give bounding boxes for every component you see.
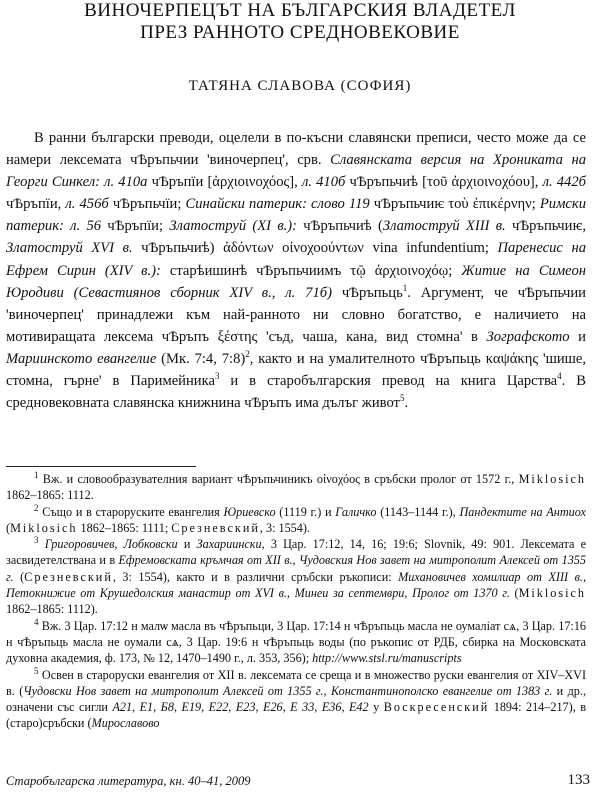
footnote-separator bbox=[6, 466, 196, 467]
footnotes bbox=[6, 471, 586, 732]
footnote-2: $^2$ Също и в староруските евангелия Юриевско (1119 г.) и Галичко (1143–1144 г.), Пандектите на Антиох (Miklosich 1862–1865: 1111; Срезневский, 3: 1554). bbox=[6, 502, 586, 535]
footnote-1: $^1$ Вж. и словообразувателния вариант чѢръпьчиникъ οἰνοχόος в сръбски пролог от 1572 г., Miklosich 1862–1865: 1112. bbox=[6, 469, 587, 503]
footnote-ref-5[interactable]: 5 bbox=[399, 393, 405, 404]
footnote-ref-4[interactable]: 4 bbox=[557, 371, 562, 382]
page-number: 133 bbox=[567, 772, 590, 788]
manuscripts-link[interactable]: http://www.stsl.ru/manuscripts bbox=[312, 651, 462, 666]
footnote-5: $^5$ Освен в староруски евангелия от XII в. лексемата се среща и в множество руски евангелия от XIV–XVI в. (Чудовски Нов завет на митрополит Алексей от 1355 г., Константинополско евангелие от 1383 г. и др., означени със сигли А21, Е1, Б8, Е19, Е22, Е23, Е26, Е 33, Е36, Е42 у Воскресенский 1894: 214–217), в (старо)сръбски (Мирославово bbox=[6, 665, 587, 731]
footnote-ref-1[interactable]: 1 bbox=[402, 282, 408, 293]
journal-footer: Старобългарска литература, кн. 40–41, 2009 bbox=[6, 774, 251, 788]
article-title-line-2: ПРЕЗ РАННОТО СРЕДНОВЕКОВИЕ bbox=[140, 22, 460, 43]
footnote-ref-2[interactable]: 2 bbox=[245, 349, 250, 360]
article-title-line-1: ВИНОЧЕРПЕЦЪТ НА БЪЛГАРСКИЯ ВЛАДЕТЕЛ bbox=[84, 0, 516, 21]
footnote-4: $^4$ Вж. 3 Цар. 17:12 н малѡ масла въ чѢръпьци, 3 Цар. 17:14 н чѢръпьць масла не оумаліат сѧ, 3 Цар. 17:16 н чѢръпьць масла не оумали сѧ, 3 Цар. 19:6 н чѢръпьць воды (по ръкопис от РДБ, сбирка на Московската духовна академия, ф. 173, № 12, 1470–1490 г., л. 353, 356); http://www.stsl.ru/manuscripts bbox=[6, 616, 587, 666]
footnote-ref-3[interactable]: 3 bbox=[214, 371, 220, 382]
body-paragraph: В ранни български преводи, оцелели в по-късни славянски преписи, често може да се намери лексемата чѢръпьчии 'виночерпец', срв. Славянската версия на Хрониката на Георги Синкел: л. 410а чѢръпїи [ἀρχιοινοχόος], л. 410б чѢръпьчиѣ [τοῦ ἀρχιοινοχόου], л. 442б чѢръпїи, л. 456б чѢръпьчїи; Синайски патерик: слово 119 чѢръпьчиѥ τοὺ ἐπικέρνην; Римски патерик: л. 56 чѢръпїи; Златоструй (XI в.): чѢръпьчиѣ (Златоструй XIII в. чѢръпьчиѥ, Златоструй XVI в. чѢръпьчиѣ) ἀδόντων οἰνοχοούντων vina infundentium; Паренесис на Ефрем Сирин (XIV в.): старѣишинѣ чѢръпьчиимъ τῷ ἀρχιοινοχόῳ; Житие на Симеон Юродиви (Севастиянов сборник XIV в., л. 71б) чѢръпьць$^1$. Аргумент, че чѢръпьчии 'виночерпец' принадлежи към най-ранното ни словно богатство, е наличието на мотивиращата лексема чѢръпъ ξέστης 'съд, чаша, кана, вид стомна' в Зографското и Мариинското евангелие (Мк. 7:4, 7:8)$^2$, както и на умалителното чѢръпьць καψάκης 'шише, стомна, гърне' в Паримейника$^3$ и в старобългарския превод на книга Царства$^4$. В средновековната славянска книжнина чѢръпъ има дълъг живот$^5$. bbox=[6, 130, 587, 412]
main-text bbox=[6, 127, 586, 414]
author-name: ТАТЯНА СЛАВОВА (СОФИЯ) bbox=[188, 78, 412, 94]
footnote-3: $^3$ Григоровичев, Лобковски и Захариински, 3 Цар. 17:12, 14, 16; 19:6; Slovnik, 49: 901. Лексемата е засвидетелствана и в Ефремовската кръмчая от XII в., Чудовския Нов завет на митрополит Алексей от 1355 г. (Срезневский, 3: 1554), както и в различни сръбски ръкописи: Михановичев хомилиар от XIII в., Петокнижие от Крушедолския манастир от XVI в., Минеи за септември, Пролог от 1370 г. (Miklosich 1862–1865: 1112). bbox=[6, 535, 586, 617]
